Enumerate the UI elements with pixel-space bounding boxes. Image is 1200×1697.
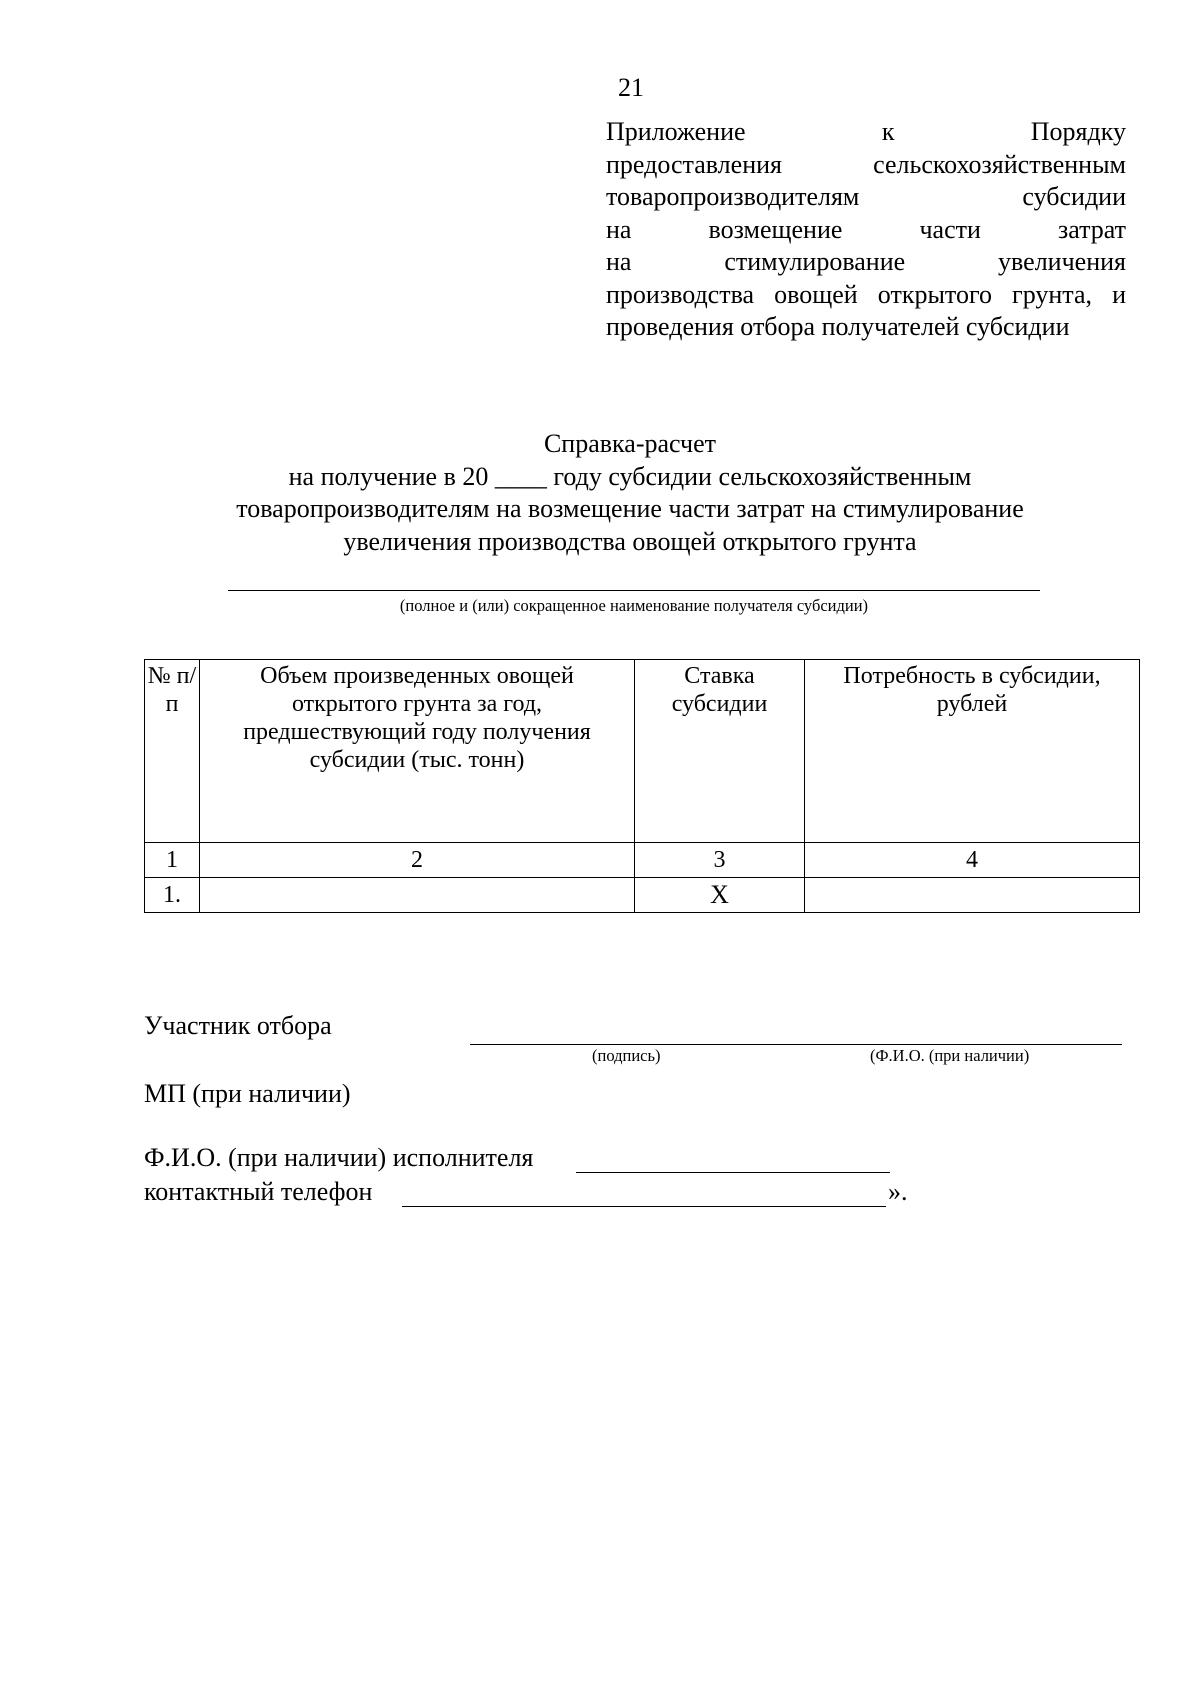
header-volume: Объем произведенных овощей открытого грунта за год, предшествующий году получения субсидии (тыс. тонн) bbox=[200, 660, 635, 843]
column-number: 3 bbox=[635, 843, 805, 878]
appendix-line: предоставления сельскохозяйственным bbox=[606, 149, 1126, 179]
appendix-line: Приложение к Порядку bbox=[606, 117, 1126, 146]
table-header-row bbox=[145, 660, 1140, 843]
phone-line[interactable] bbox=[402, 1206, 886, 1207]
page-number: 21 bbox=[618, 73, 644, 102]
executor-name-line[interactable] bbox=[576, 1172, 890, 1173]
stamp-label: МП (при наличии) bbox=[144, 1079, 351, 1108]
row-number-cell: 1. bbox=[145, 878, 200, 913]
appendix-line: товаропроизводителям субсидии bbox=[606, 182, 1126, 211]
document-title bbox=[150, 428, 1110, 558]
appendix-line: на возмещение части затрат bbox=[606, 214, 1126, 244]
name-caption: (Ф.И.О. (при наличии) bbox=[870, 1046, 1030, 1065]
signature-line[interactable] bbox=[470, 1044, 1122, 1045]
title-line: увеличения производства овощей открытого грунта bbox=[343, 526, 917, 556]
executor-label: Ф.И.О. (при наличии) исполнителя bbox=[144, 1143, 534, 1172]
need-cell[interactable] bbox=[805, 878, 1140, 913]
appendix-line: на стимулирование увеличения bbox=[606, 247, 1126, 276]
column-number: 1 bbox=[145, 843, 200, 878]
column-number: 4 bbox=[805, 843, 1140, 878]
volume-cell[interactable] bbox=[200, 878, 635, 913]
title-main: Справка-расчет bbox=[543, 429, 717, 458]
participant-label: Участник отбора bbox=[144, 1011, 332, 1040]
calculation-table bbox=[144, 659, 1140, 913]
title-line: товаропроизводителям на возмещение части затрат на стимулирование bbox=[236, 494, 1024, 523]
header-need: Потребность в субсидии, рублей bbox=[805, 660, 1140, 843]
table-row bbox=[145, 878, 1140, 913]
header-rate: Ставка субсидии bbox=[635, 660, 805, 843]
title-line: на получение в 20 ____ году субсидии сельскохозяйственным bbox=[288, 461, 972, 491]
appendix-line: проведения отбора получателей субсидии bbox=[606, 312, 1070, 341]
signature-caption: (подпись) bbox=[592, 1046, 661, 1065]
closing-quote: ». bbox=[888, 1177, 908, 1206]
rate-cell: Х bbox=[635, 878, 805, 913]
recipient-name-line[interactable] bbox=[228, 590, 1040, 591]
phone-label: контактный телефон bbox=[144, 1177, 373, 1206]
header-number: № п/п bbox=[145, 660, 200, 843]
appendix-line: производства овощей открытого грунта, и bbox=[606, 279, 1126, 309]
column-number: 2 bbox=[200, 843, 635, 878]
recipient-caption: (полное и (или) сокращенное наименование получателя субсидии) bbox=[399, 596, 869, 615]
appendix-block bbox=[606, 116, 1126, 344]
column-number-row bbox=[145, 843, 1140, 878]
